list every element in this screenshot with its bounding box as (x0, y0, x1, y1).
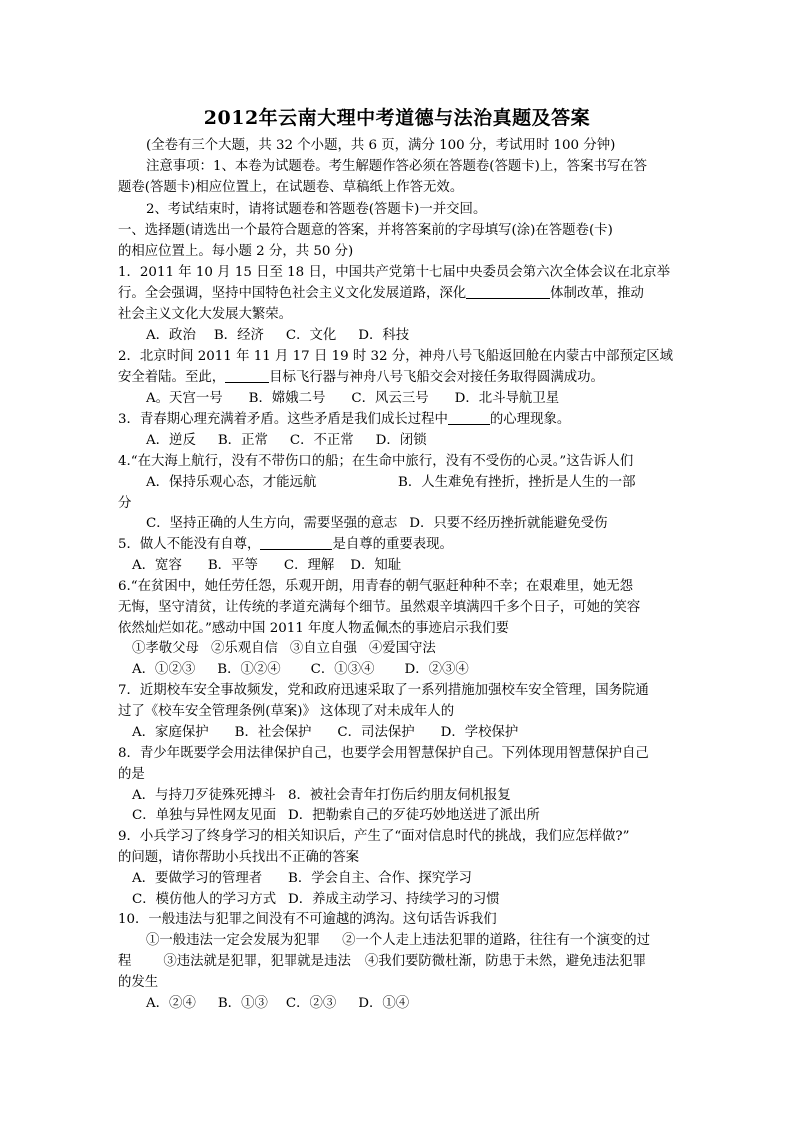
option-c: C．坚持正确的人生方向，需要坚强的意志 (146, 516, 398, 531)
question-7-line-1: 7．近期校车安全事故频发，党和政府迅速采取了一系列措施加强校车安全管理，国务院通 (118, 683, 649, 698)
item-1: ①一般违法一定会发展为犯罪 (146, 933, 321, 948)
option-b: B．经济 (213, 328, 264, 343)
question-8-option-a: A．与持刀歹徒殊死搏斗 (132, 788, 276, 803)
question-5-text-post: 是自尊的重要表现。 (332, 537, 453, 552)
option-b: B．社会保护 (234, 725, 312, 740)
option-d: D．北斗导航卫星 (454, 391, 560, 406)
notice-1-line-1: 注意事项：1、本卷为试题卷。考生解题作答必须在答题卷(答题卡)上，答案书写在答 (146, 159, 648, 174)
question-6-line-2: 无悔，坚守清贫，让传统的孝道充满每个细节。虽然艰辛填满四千多个日子，可她的笑容 (118, 600, 641, 615)
option-b: B．平等 (207, 558, 258, 573)
option-a: A．家庭保护 (132, 725, 209, 740)
question-7-options (132, 722, 688, 743)
option-c: C．理解 (283, 558, 335, 573)
option-a: A．政治 (146, 328, 196, 343)
question-10-line-1: 10．一般违法与犯罪之间没有不可逾越的鸿沟。这句话告诉我们 (118, 912, 497, 927)
item-3: ③违法就是犯罪，犯罪就是违法 (163, 954, 351, 969)
item-4: ④我们要防微杜渐，防患于未然，避免违法犯罪 (364, 954, 647, 969)
question-6-items (132, 638, 688, 659)
option-c: C．②③ (285, 996, 337, 1011)
question-1-options (146, 325, 702, 346)
question-2-options (146, 388, 702, 409)
option-d: D．②③④ (404, 662, 469, 677)
question-4-line-1: 4.“在大海上航行，没有不带伤口的船；在生命中旅行，没有不受伤的心灵。”这告诉人们 (118, 454, 634, 469)
question-5-options (132, 555, 688, 576)
question-10-items-line-2 (118, 951, 674, 972)
question-1-text-post: 体制改革，推动 (550, 286, 644, 301)
question-5-line-1 (118, 534, 674, 555)
question-4-option-a: A．保持乐观心态，才能远航 (146, 475, 317, 490)
option-d: D．学校保护 (440, 725, 519, 740)
question-3-text-pre: 3．青春期心理充满着矛盾。这些矛盾是我们成长过程中 (118, 412, 448, 427)
item-2: ②一个人走上违法犯罪的道路，往往有一个演变的过 (342, 933, 651, 948)
notice-2: 2、考试结束时，请将试题卷和答题卷(答题卡)一并交回。 (146, 202, 487, 217)
question-10-items-line-3: 的发生 (118, 975, 159, 990)
option-b: B．嫦娥二号 (248, 391, 326, 406)
question-3-options (146, 430, 702, 451)
question-4-option-b: B．人生难免有挫折，挫折是人生的一部 (398, 475, 636, 490)
question-2-text-post: 目标飞行器与神舟八号飞船交会对接任务取得圆满成功。 (269, 370, 604, 385)
option-d: D．闭锁 (375, 433, 427, 448)
option-b: B．①③ (217, 996, 268, 1011)
answer-blank (466, 284, 550, 299)
section-1-heading-line-2: 的相应位置上。每小题 2 分，共 50 分) (118, 244, 354, 259)
item-4: ④爱国守法 (368, 641, 436, 656)
question-9-option-d: D．养成主动学习、持续学习的习惯 (288, 892, 500, 907)
question-9-option-a: A．要做学习的管理者 (132, 871, 263, 886)
question-6-line-1: 6.“在贫困中，她任劳任怨，乐观开朗，用青春的朝气驱赶种种不幸；在艰难里，她无怨 (118, 579, 634, 594)
exam-summary: (全卷有三个大题，共 32 个小题，共 6 页，满分 100 分，考试用时 100 分钟) (146, 138, 616, 153)
option-a: A．逆反 (146, 433, 196, 448)
question-3-text-post: 的心理现象。 (489, 412, 571, 427)
option-c: C．风云三号 (351, 391, 429, 406)
question-2-line-2 (118, 367, 674, 388)
question-2-text-pre: 安全着陆。至此， (118, 370, 226, 385)
answer-blank (448, 410, 490, 425)
question-9-line-1: 9．小兵学习了终身学习的相关知识后，产生了“面对信息时代的挑战，我们应怎样做?” (118, 829, 630, 844)
option-a: A．①②③ (132, 662, 196, 677)
question-8-line-1: 8．青少年既要学会用法律保护自己，也要学会用智慧保护自己。下列体现用智慧保护自己 (118, 746, 649, 761)
question-4-option-b-wrap: 分 (118, 496, 132, 511)
question-3-line-1 (118, 409, 674, 430)
item-2: ②乐观自信 (210, 641, 278, 656)
question-8-line-2: 的是 (118, 767, 145, 782)
option-b: B．正常 (217, 433, 268, 448)
question-6-options (132, 659, 688, 680)
question-4-options-cd (146, 513, 702, 534)
answer-blank (225, 368, 269, 383)
option-d: D．科技 (358, 328, 410, 343)
option-d: D．①④ (358, 996, 410, 1011)
item-1: ①孝敬父母 (132, 641, 199, 656)
answer-blank (260, 535, 332, 550)
item-3: ③自立自强 (289, 641, 357, 656)
option-c: C．不正常 (289, 433, 354, 448)
question-8-option-c: C．单独与异性网友见面 (132, 808, 277, 823)
question-9-line-2: 的问题，请你帮助小兵找出不正确的答案 (118, 850, 360, 865)
question-1-line-3: 社会主义文化大发展大繁荣。 (118, 307, 293, 322)
question-10-options (146, 993, 702, 1014)
question-5-text-pre: 5．做人不能没有自尊， (118, 537, 261, 552)
question-1-line-1: 1．2011 年 10 月 15 日至 18 日，中国共产党第十七届中央委员会第六次全体会议在北京举 (118, 265, 671, 280)
option-a: A．宽容 (132, 558, 182, 573)
option-c: C．司法保护 (337, 725, 415, 740)
option-b: B．①②④ (217, 662, 281, 677)
option-d: D．只要不经历挫折就能避免受伤 (409, 516, 608, 531)
question-9-option-c: C．模仿他人的学习方式 (132, 892, 277, 907)
option-c: C．①③④ (310, 662, 375, 677)
question-9-option-b: B．学会自主、合作、探究学习 (288, 871, 472, 886)
item-2-wrap: 程 (118, 954, 132, 969)
option-a: A．②④ (146, 996, 196, 1011)
option-a: A。天宫一号 (146, 391, 223, 406)
question-2-line-1: 2．北京时间 2011 年 11 月 17 日 19 时 32 分，神舟八号飞船返回舱在内蒙古中部预定区域 (118, 349, 674, 364)
question-1-text-pre: 行。全会强调，坚持中国特色社会主义文化发展道路，深化 (118, 286, 467, 301)
section-1-heading-line-1: 一、选择题(请选出一个最符合题意的答案，并将答案前的字母填写(涂)在答题卷(卡) (118, 223, 613, 238)
notice-1-line-2: 题卷(答题卡)相应位置上，在试题卷、草稿纸上作答无效。 (118, 180, 464, 195)
question-1-line-2 (118, 283, 674, 304)
question-10-items-line-1 (146, 930, 702, 951)
option-d: D．知耻 (350, 558, 402, 573)
option-c: C．文化 (285, 328, 337, 343)
question-8-option-b: 8．被社会青年打伤后约朋友伺机报复 (288, 788, 511, 803)
question-8-option-d: D．把勒索自己的歹徒巧妙地送进了派出所 (288, 808, 540, 823)
question-7-line-2: 过了《校车安全管理条例(草案)》 这体现了对未成年人的 (118, 704, 455, 719)
question-6-line-3: 依然灿烂如花。”感动中国 2011 年度人物孟佩杰的事迹启示我们要 (118, 621, 509, 636)
document-title: 2012年云南大理中考道德与法治真题及答案 (203, 107, 591, 129)
